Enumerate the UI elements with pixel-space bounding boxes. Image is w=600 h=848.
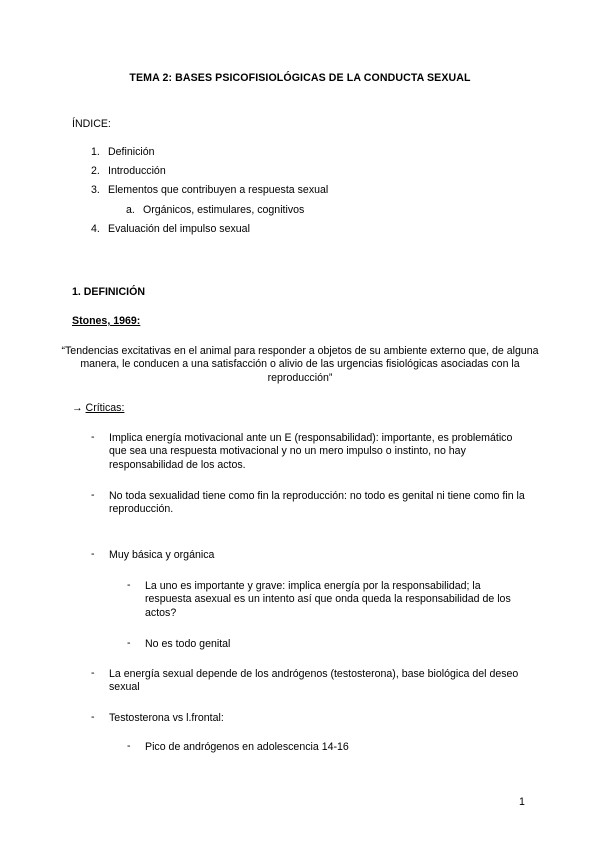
sub-bullet-text: La uno es importante y grave: implica energía por la responsabilidad; la respuesta asexual es un intento así que onda queda la responsabilidad de los actos? — [145, 580, 511, 619]
index-item — [91, 185, 328, 196]
bullet-text: Testosterona vs l.frontal: — [109, 712, 224, 724]
index-item-number: 1. — [91, 146, 100, 158]
definition-quote: “Tendencias excitativas en el animal para responder a objetos de su ambiente externo que, de alguna manera, le conducen a una satisfacción o alivio de las urgencias fisiológicas asociadas con la reproducción” — [61, 345, 539, 384]
index-item-label: Evaluación del impulso sexual — [108, 223, 250, 235]
index-item-label: Definición — [108, 146, 155, 158]
dash-bullet-icon: - — [91, 431, 95, 443]
sub-bullet-text: Pico de andrógenos en adolescencia 14-16 — [145, 741, 349, 753]
arrow-icon: → — [72, 402, 86, 414]
dash-bullet-icon: - — [127, 579, 131, 591]
bullet-text: Muy básica y orgánica — [109, 549, 215, 561]
dash-bullet-icon: - — [91, 711, 95, 723]
document-title: TEMA 2: BASES PSICOFISIOLÓGICAS DE LA CONDUCTA SEXUAL — [129, 72, 471, 84]
criticas-text: Críticas: — [85, 402, 125, 414]
criticas-label — [72, 403, 124, 414]
dash-bullet-icon: - — [127, 637, 131, 649]
index-subitem — [126, 205, 304, 216]
index-subitem-letter: a. — [126, 204, 135, 216]
index-item-label: Elementos que contribuyen a respuesta sexual — [108, 184, 329, 196]
index-item-number: 2. — [91, 165, 100, 177]
bullet-text: No toda sexualidad tiene como fin la reproducción: no todo es genital ni tiene como fin la reproducción. — [109, 490, 525, 516]
section-heading: 1. DEFINICIÓN — [72, 286, 145, 298]
page-number: 1 — [519, 796, 525, 808]
bullet-text: Implica energía motivacional ante un E (responsabilidad): importante, es problemático que sea una respuesta motivacional y no un mero impulso o instinto, no hay responsabilidad de los actos. — [109, 432, 513, 471]
bullet-text: La energía sexual depende de los andrógenos (testosterona), base biológica del deseo sexual — [109, 668, 519, 694]
index-item-number: 4. — [91, 223, 100, 235]
index-heading: ÍNDICE: — [72, 118, 111, 130]
index-subitem-label: Orgánicos, estimulares, cognitivos — [143, 204, 305, 216]
dash-bullet-icon: - — [91, 489, 95, 501]
sub-bullet-text: No es todo genital — [145, 638, 231, 650]
dash-bullet-icon: - — [127, 740, 131, 752]
index-item — [91, 166, 166, 177]
index-item — [91, 224, 250, 235]
dash-bullet-icon: - — [91, 667, 95, 679]
author-reference: Stones, 1969: — [72, 315, 141, 327]
index-item — [91, 147, 155, 158]
index-item-number: 3. — [91, 184, 100, 196]
index-item-label: Introducción — [108, 165, 166, 177]
dash-bullet-icon: - — [91, 548, 95, 560]
